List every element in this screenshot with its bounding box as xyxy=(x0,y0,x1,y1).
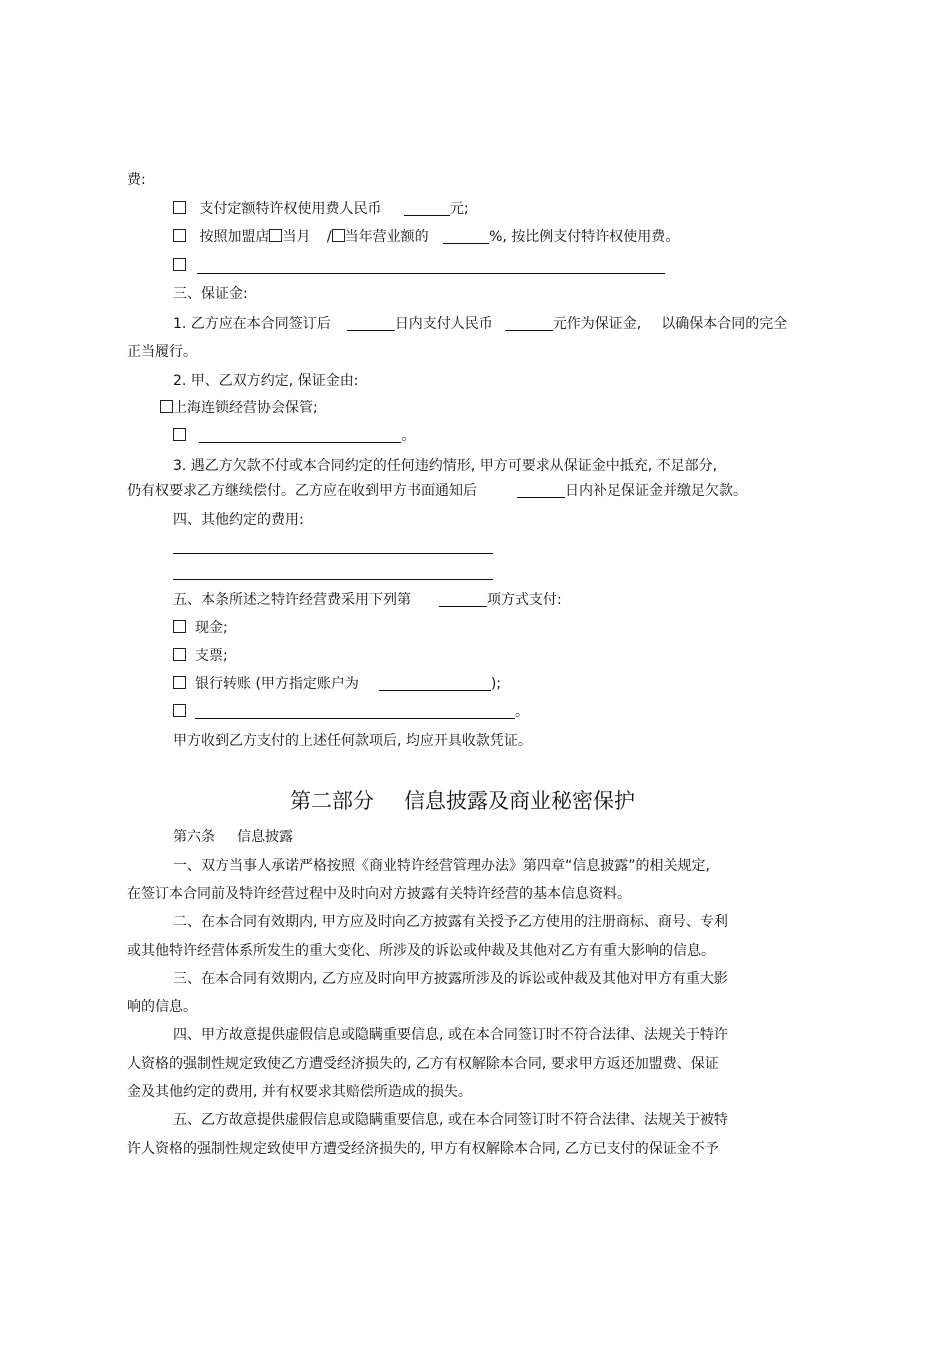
deposit-option-other xyxy=(173,427,415,445)
payment-method-line xyxy=(173,591,562,609)
article-6-number: 第六条 xyxy=(173,829,215,845)
percentage-field[interactable] xyxy=(443,229,489,244)
percentage-label-c: / xyxy=(326,229,332,245)
deposit-item-3a: 3. 遇乙方欠款不付或本合同约定的任何违约情形, 甲方可要求从保证金中抵充, 不足部分, xyxy=(173,458,718,474)
deposit-item1-a: 1. 乙方应在本合同签订后 xyxy=(173,316,331,332)
p2-line-b: 或其他特许经营体系所发生的重大变化、所涉及的诉讼或仲裁及其他对乙方有重大影响的信息。 xyxy=(127,943,715,959)
part2-title-b: 信息披露及商业秘密保护 xyxy=(404,789,635,813)
deposit-item1-c: 元作为保证金, xyxy=(552,316,642,332)
payment-option-cash xyxy=(173,619,228,637)
checkbox-fixed-fee[interactable] xyxy=(173,201,186,214)
association-label: 上海连锁经营协会保管; xyxy=(173,400,318,416)
article-6-title: 信息披露 xyxy=(237,829,293,845)
payment-option-other xyxy=(173,703,529,721)
deposit-item1-d: 以确保本合同的完全 xyxy=(661,316,788,332)
deposit-other-field[interactable] xyxy=(199,428,401,443)
checkbox-yearly[interactable] xyxy=(332,229,345,242)
percentage-label-e: %, 按比例支付特许权使用费。 xyxy=(489,229,680,245)
percentage-label-b: 当月 xyxy=(282,229,311,245)
checkbox-deposit-other[interactable] xyxy=(173,428,186,441)
checkbox-check[interactable] xyxy=(173,648,186,661)
cash-label: 现金; xyxy=(195,620,228,636)
checkbox-payment-other[interactable] xyxy=(173,704,186,717)
bank-label-b: ); xyxy=(490,676,502,692)
payment-other-period: 。 xyxy=(515,704,529,720)
deposit-item3-c: 日内补足保证金并缴足欠款。 xyxy=(565,483,747,499)
checkbox-other-fee[interactable] xyxy=(173,258,186,271)
other-fees-line-2[interactable] xyxy=(173,579,493,580)
payment-receipt-note: 甲方收到乙方支付的上述任何款项后, 均应开具收款凭证。 xyxy=(173,733,532,749)
fee-option-percentage xyxy=(173,228,679,246)
percentage-label-d: 当年营业额的 xyxy=(344,229,429,245)
deposit-item1-cont: 正当履行。 xyxy=(127,344,197,360)
other-fees-heading: 四、其他约定的费用: xyxy=(173,512,304,528)
deposit-days-field[interactable] xyxy=(347,316,395,331)
other-fee-field[interactable] xyxy=(197,273,665,274)
p2-line-a: 二、在本合同有效期内, 甲方应及时向乙方披露有关授予乙方使用的注册商标、商号、专利 xyxy=(173,914,728,930)
fixed-fee-label: 支付定额特许权使用费人民币 xyxy=(199,201,382,217)
deposit-amount-field[interactable] xyxy=(505,316,553,331)
payment-line-a: 五、本条所述之特许经营费采用下列第 xyxy=(173,592,411,608)
part2-title-a: 第二部分 xyxy=(290,789,374,813)
checkbox-percentage-fee[interactable] xyxy=(173,229,186,242)
p1-line-a: 一、双方当事人承诺严格按照《商业特许经营管理办法》第四章“信息披露”的相关规定, xyxy=(173,858,710,874)
bank-label-a: 银行转账 (甲方指定账户为 xyxy=(195,676,359,692)
check-label: 支票; xyxy=(195,648,228,664)
p5-line-a: 五、乙方故意提供虚假信息或隐瞒重要信息, 或在本合同签订时不符合法律、法规关于被特 xyxy=(173,1112,728,1128)
article-6-heading xyxy=(173,828,293,846)
deposit-item3-b: 仍有权要求乙方继续偿付。乙方应在收到甲方书面通知后 xyxy=(127,483,477,499)
fixed-fee-unit: 元; xyxy=(449,201,469,217)
p1-line-b: 在签订本合同前及特许经营过程中及时向对方披露有关特许经营的基本信息资料。 xyxy=(127,886,631,902)
checkbox-bank-transfer[interactable] xyxy=(173,676,186,689)
fee-label: 费: xyxy=(127,172,146,188)
deposit-item1-b: 日内支付人民币 xyxy=(394,316,493,332)
part2-title xyxy=(290,789,635,813)
deposit-item-3b xyxy=(127,482,747,500)
fee-option-fixed xyxy=(173,200,469,218)
payment-option-number-field[interactable] xyxy=(439,592,487,607)
p4-line-c: 金及其他约定的费用, 并有权要求其赔偿所造成的损失。 xyxy=(127,1084,472,1100)
bank-account-field[interactable] xyxy=(379,676,491,691)
checkbox-monthly[interactable] xyxy=(269,229,282,242)
p3-line-b: 响的信息。 xyxy=(127,999,197,1015)
payment-line-b: 项方式支付: xyxy=(487,592,562,608)
other-fees-line-1[interactable] xyxy=(173,553,493,554)
p4-line-a: 四、甲方故意提供虚假信息或隐瞒重要信息, 或在本合同签订时不符合法律、法规关于特许 xyxy=(173,1027,728,1043)
payment-option-check xyxy=(173,647,228,665)
deposit-item-2: 2. 甲、乙双方约定, 保证金由: xyxy=(173,373,359,389)
payment-other-field[interactable] xyxy=(195,704,515,719)
payment-option-bank xyxy=(173,675,501,693)
checkbox-association[interactable] xyxy=(160,400,173,413)
deposit-item-1 xyxy=(173,315,787,333)
deposit-heading: 三、保证金: xyxy=(173,286,248,302)
p5-line-b: 许人资格的强制性规定致使甲方遭受经济损失的, 甲方有权解除本合同, 乙方已支付的保证金不予 xyxy=(127,1141,719,1157)
deposit-option-association xyxy=(160,399,318,417)
fixed-fee-amount-field[interactable] xyxy=(404,201,450,216)
deposit-other-period: 。 xyxy=(401,428,416,444)
p3-line-a: 三、在本合同有效期内, 乙方应及时向甲方披露所涉及的诉讼或仲裁及其他对甲方有重大影 xyxy=(173,971,728,987)
p4-line-b: 人资格的强制性规定致使乙方遭受经济损失的, 乙方有权解除本合同, 要求甲方返还加盟费、保证 xyxy=(127,1056,719,1072)
deposit-topup-days-field[interactable] xyxy=(517,483,565,498)
checkbox-cash[interactable] xyxy=(173,620,186,633)
fee-option-other xyxy=(173,257,186,275)
percentage-label-a: 按照加盟店 xyxy=(199,229,270,245)
